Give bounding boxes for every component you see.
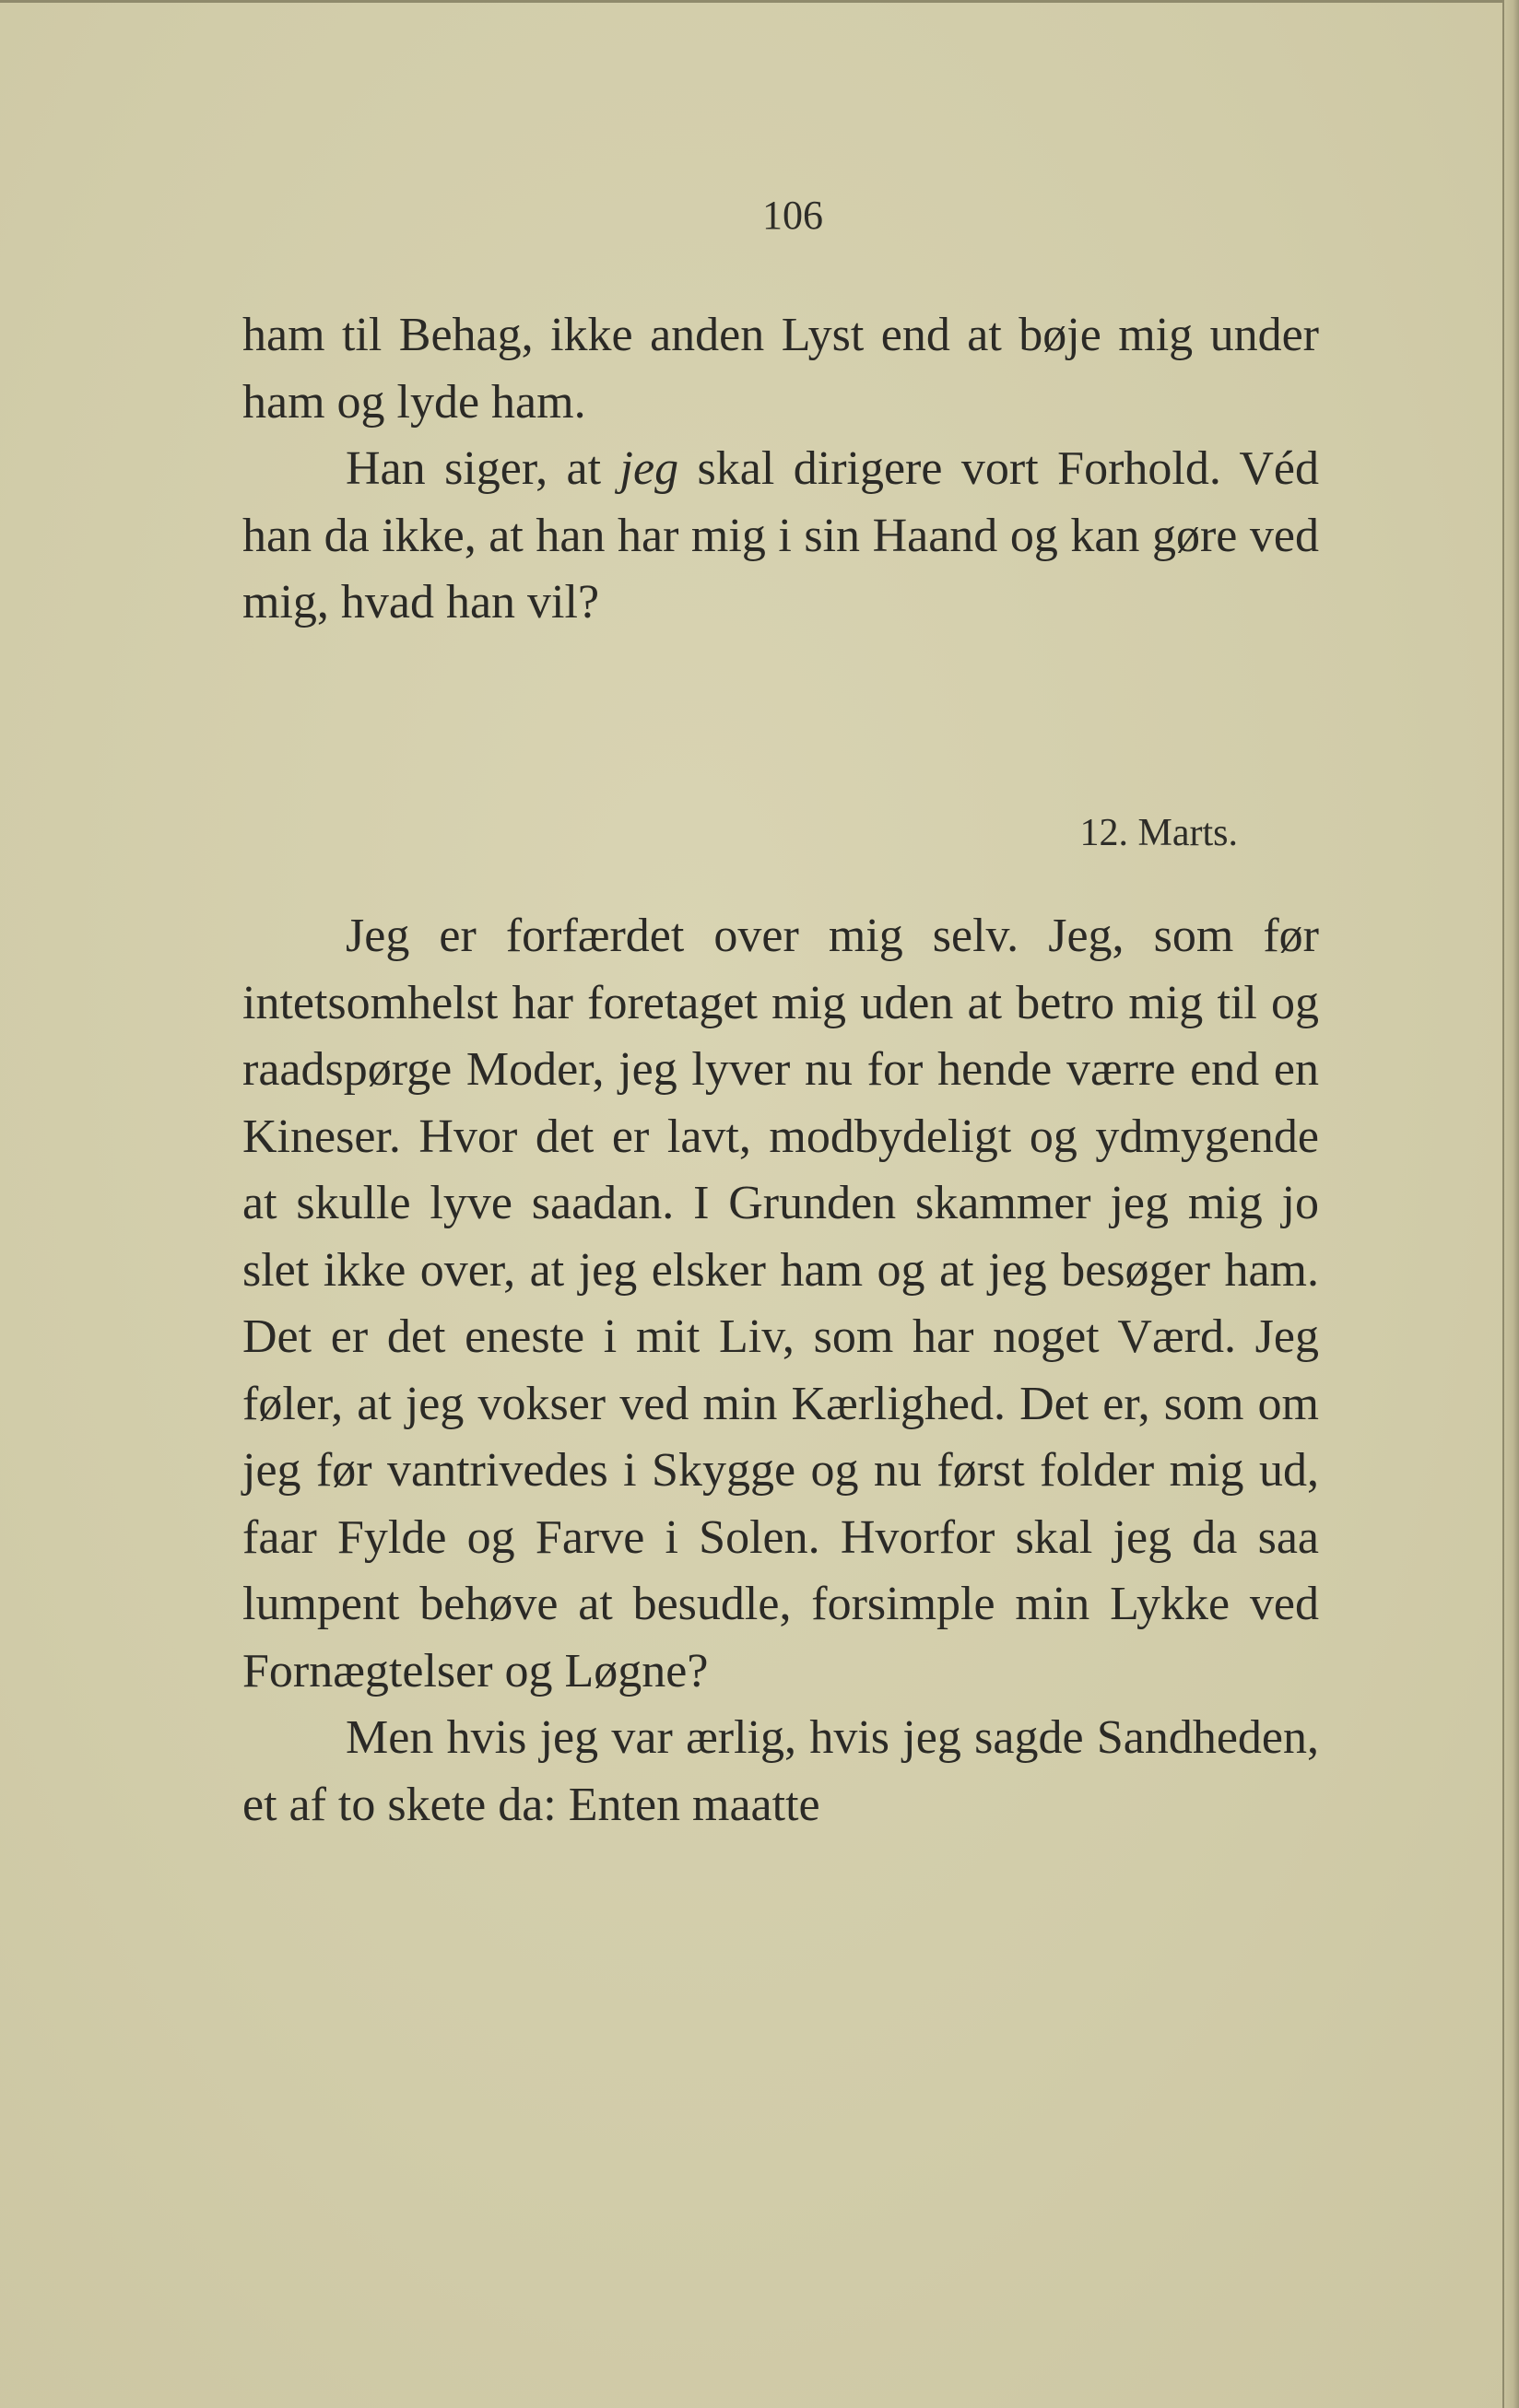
text-run: skal dirigere vort Forhold. Véd han da ikke, at han har mig i sin Haand og kan gøre ved mig, hvad han vil?	[242, 442, 1319, 628]
paragraph	[242, 436, 1319, 637]
page-right-edge	[1502, 0, 1519, 2408]
paragraph: Men hvis jeg var ærlig, hvis jeg sagde Sandheden, et af to skete da: Enten maatte	[242, 1711, 1319, 1831]
page-number: 106	[762, 193, 823, 238]
emphasized-word: jeg	[619, 442, 679, 495]
text-run: Han siger, at	[346, 442, 620, 495]
diary-entry	[242, 903, 1319, 1838]
page-top-edge	[0, 0, 1519, 3]
continued-entry	[242, 302, 1319, 637]
entry-date: 12. Marts.	[1079, 812, 1238, 854]
paragraph: ham til Behag, ikke anden Lyst end at bøje mig under ham og lyde ham.	[242, 309, 1319, 429]
paragraph: Jeg er forfærdet over mig selv. Jeg, som før intetsomhelst har foretaget mig uden at betro mig til og raadspørge Moder, jeg lyver nu for hende værre end en Kineser. Hvor det er lavt, modbydeligt og ydmygende at skulle lyve saadan. I Grunden skammer jeg mig jo slet ikke over, at jeg elsker ham og at jeg besøger ham. Det er det eneste i mit Liv, som har noget Værd. Jeg føler, at jeg vokser ved min Kærlighed. Det er, som om jeg før vantrivedes i Skygge og nu først folder mig ud, faar Fylde og Farve i Solen. Hvorfor skal jeg da saa lumpent behøve at besudle, forsimple min Lykke ved Fornægtelser og Løgne?	[242, 910, 1319, 1697]
